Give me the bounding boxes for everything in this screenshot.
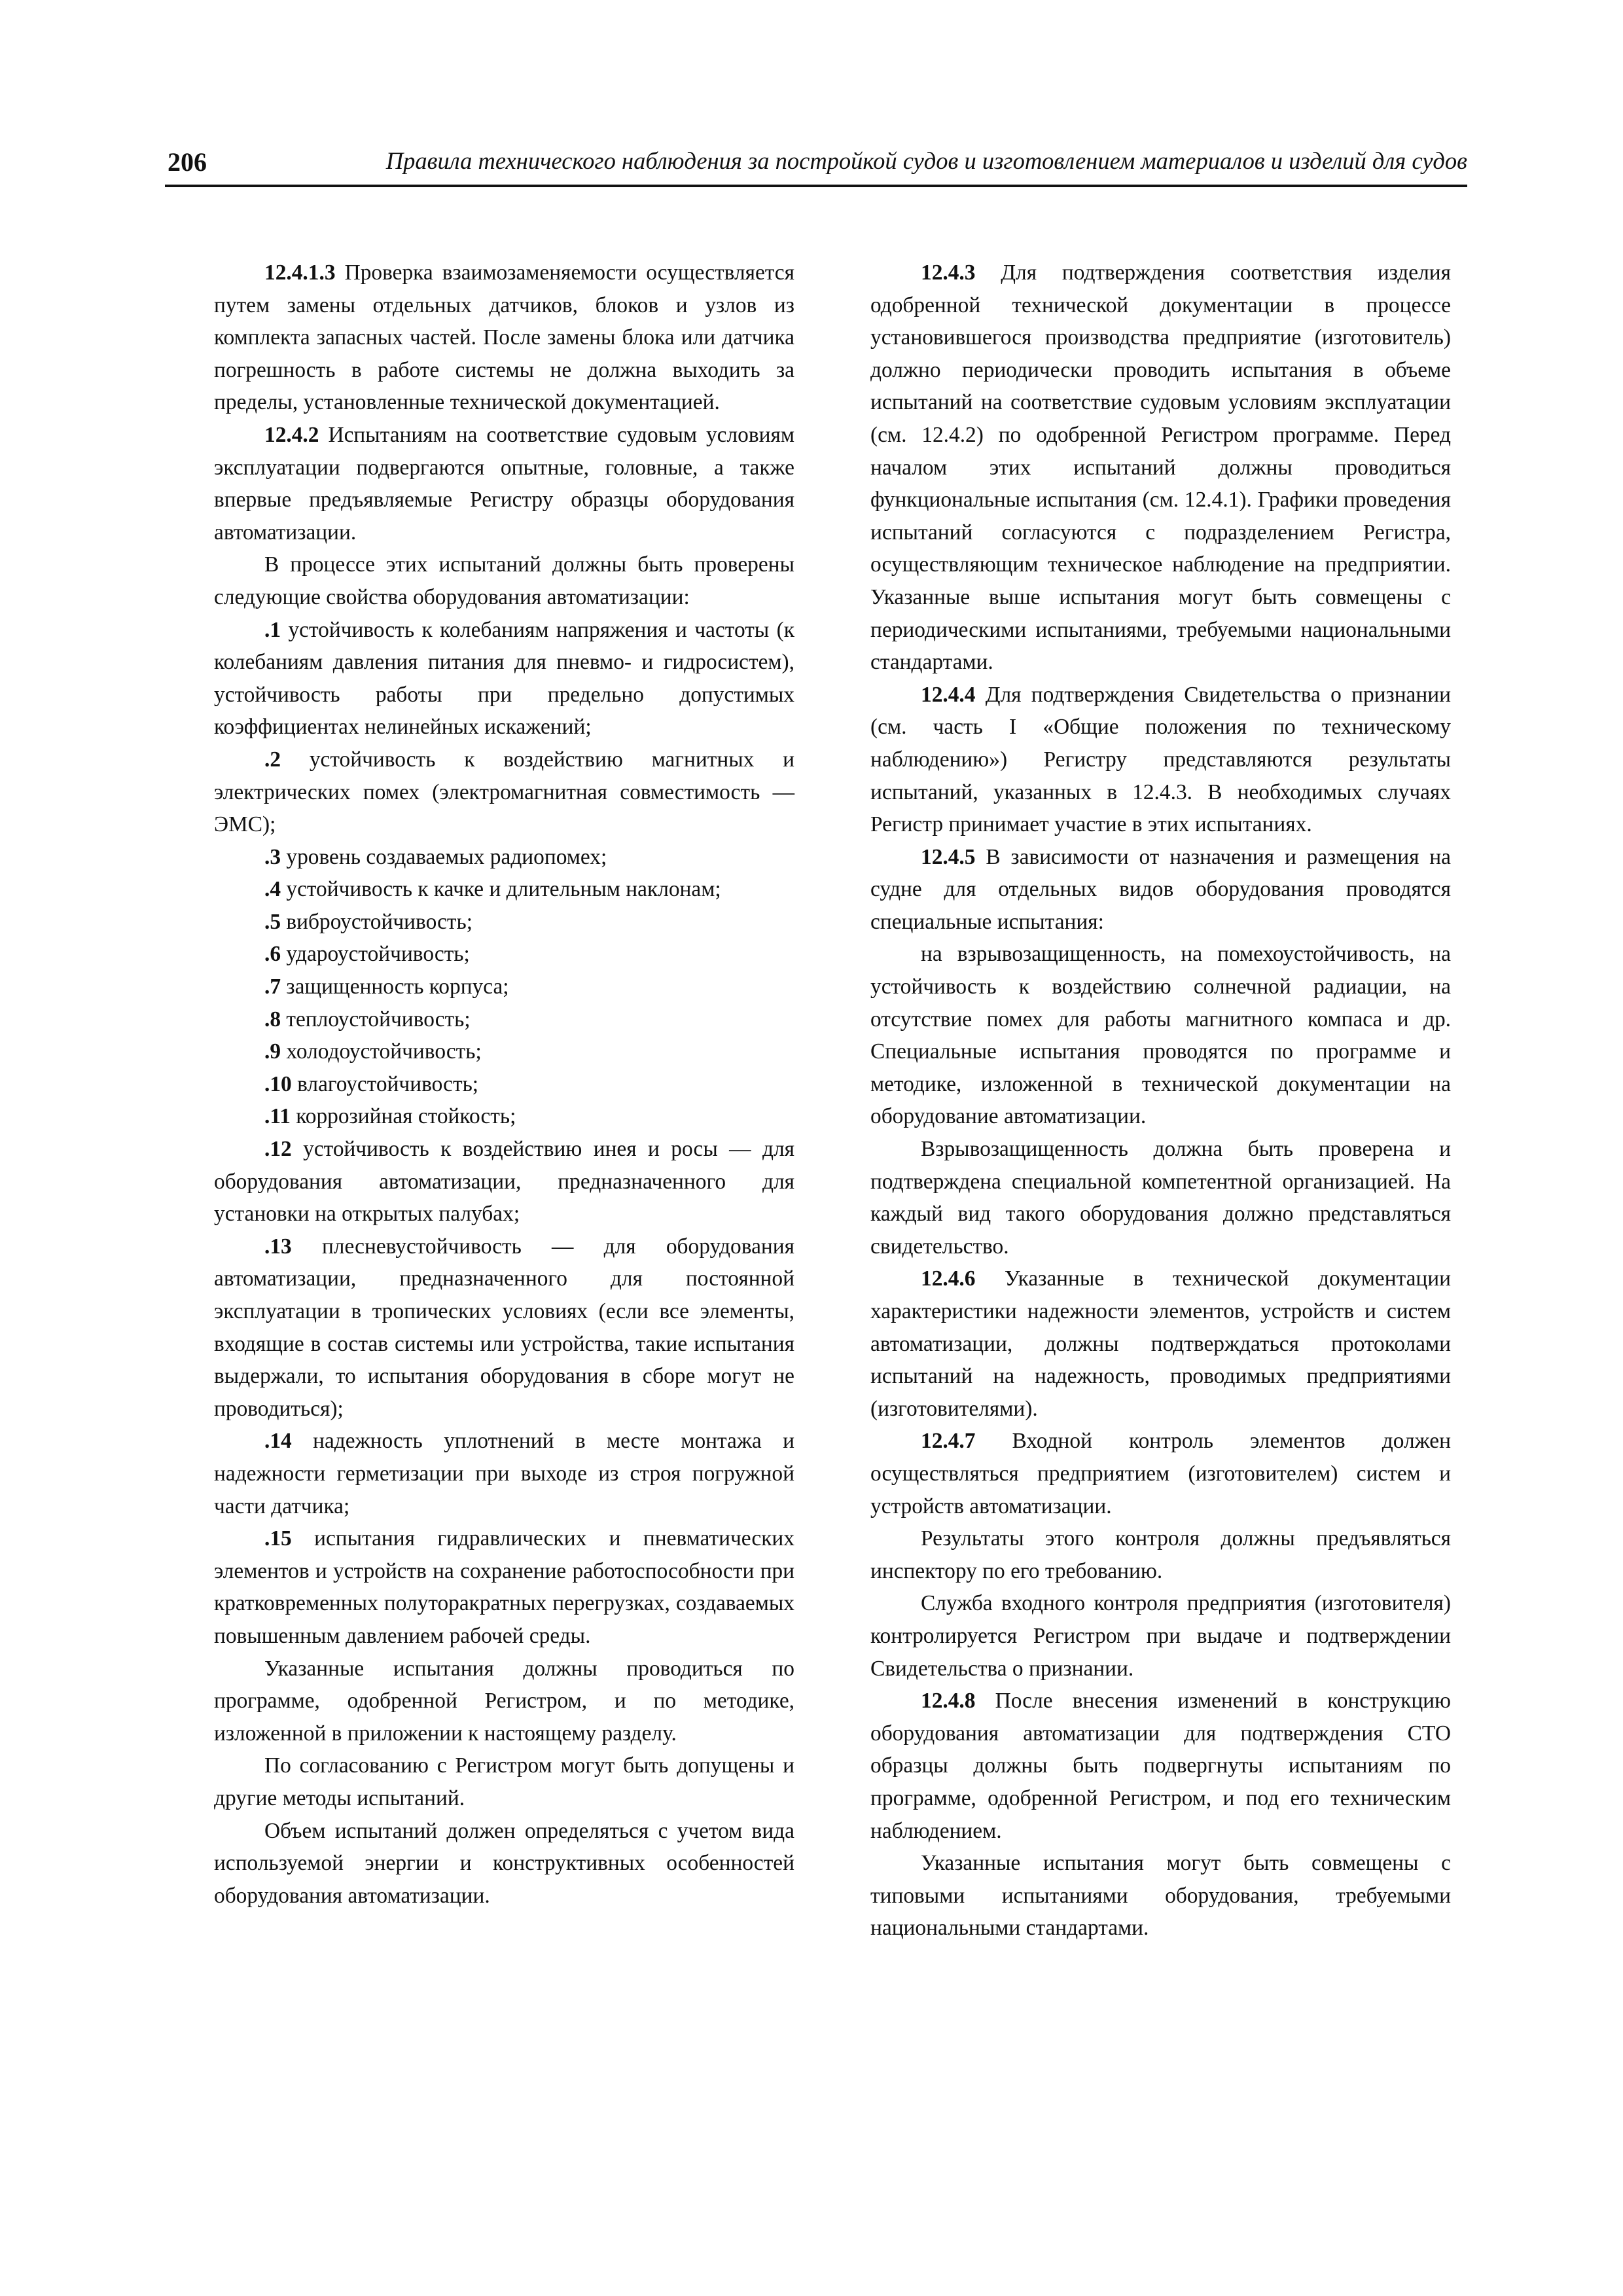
- page-header: [165, 145, 1467, 187]
- paragraph-tests-program: Указанные испытания должны проводиться по программе, одобренной Регистром, и по методике, изложенной в приложении к настоящему разделу.: [214, 1656, 794, 1746]
- paragraph-text: Для подтверждения соответствия изделия одобренной технической документации в процессе установившегося производства предприятие (изготовитель) должно периодически проводить испытания в объеме испытаний на соответствие судовым условиям эксплуатации (см. 12.4.2) по одобренной Регистром программе. Перед началом этих испытаний должны проводиться функциональные испытания (см. 12.4.1). Графики проведения испытаний согласуются с подразделением Регистра, осуществляющим техническое наблюдение на предприятии. Указанные выше испытания могут быть совмещены с периодическими испытаниями, требуемыми национальными стандартами.: [870, 260, 1451, 675]
- list-item-9: [214, 1035, 794, 1068]
- clause-number: 12.4.3: [921, 260, 976, 285]
- item-number: .12: [264, 1137, 292, 1162]
- item-number: .4: [264, 877, 281, 902]
- paragraph-12-4-7: [870, 1425, 1451, 1522]
- item-text: испытания гидравлических и пневматических элементов и устройств на сохранение работоспособности при кратковременных полуторакратных перегрузках, создаваемых повышенным давлением рабочей среды.: [214, 1526, 794, 1648]
- list-item-8: [214, 1003, 794, 1036]
- clause-number: 12.4.8: [921, 1689, 976, 1713]
- item-number: .8: [264, 1007, 281, 1031]
- item-text: холодоустойчивость;: [281, 1039, 482, 1064]
- item-number: .6: [264, 942, 281, 967]
- paragraph-text: В зависимости от назначения и размещения на судне для отдельных видов оборудования проводятся специальные испытания:: [870, 844, 1451, 934]
- item-text: надежность уплотнений в месте монтажа и надежности герметизации при выходе из строя погружной части датчика;: [214, 1429, 794, 1518]
- list-item-15: [214, 1522, 794, 1652]
- clause-number: 12.4.7: [921, 1429, 976, 1454]
- item-number: .11: [264, 1104, 291, 1129]
- paragraph-scope: Объем испытаний должен определяться с учетом вида используемой энергии и конструктивных особенностей оборудования автоматизации.: [214, 1818, 794, 1908]
- item-number: .3: [264, 844, 281, 869]
- list-item-2: [214, 744, 794, 841]
- item-number: .9: [264, 1039, 281, 1064]
- list-item-5: [214, 906, 794, 939]
- clause-number: 12.4.1.3: [264, 260, 336, 285]
- item-number: .2: [264, 747, 281, 772]
- item-text: уровень создаваемых радиопомех;: [281, 844, 607, 869]
- running-title: Правила технического наблюдения за постройкой судов и изготовлением материалов и изделий для судов: [385, 147, 1467, 174]
- paragraph-explosion-proof: Взрывозащищенность должна быть проверена и подтверждена специальной компетентной организацией. На каждый вид такого оборудования должно представляться свидетельство.: [870, 1137, 1451, 1259]
- paragraph-special-tests: на взрывозащищенность, на помехоустойчивость, на устойчивость к воздействию солнечной радиации, на отсутствие помех для работы магнитного компаса и др. Специальные испытания проводятся по программе и методике, изложенной в технической документации на оборудование автоматизации.: [870, 942, 1451, 1129]
- item-number: .13: [264, 1234, 292, 1259]
- list-item-14: [214, 1425, 794, 1522]
- list-item-10: [214, 1068, 794, 1101]
- paragraph-control-results: Результаты этого контроля должны предъявляться инспектору по его требованию.: [870, 1526, 1451, 1583]
- paragraph-text: Указанные в технической документации характеристики надежности элементов, устройств и систем автоматизации, должны подтверждаться протоколами испытаний на надежность, проводимых предприятиями (изготовителями).: [870, 1266, 1451, 1421]
- item-text: удароустойчивость;: [281, 942, 470, 967]
- item-text: влагоустойчивость;: [291, 1071, 479, 1096]
- paragraph-combined-tests: Указанные испытания могут быть совмещены с типовыми испытаниями оборудования, требуемыми национальными стандартами.: [870, 1851, 1451, 1941]
- list-item-7: [214, 971, 794, 1003]
- item-number: .14: [264, 1429, 292, 1454]
- item-text: коррозийная стойкость;: [290, 1104, 516, 1129]
- list-item-12: [214, 1133, 794, 1230]
- paragraph-12-4-6: [870, 1263, 1451, 1425]
- item-text: устойчивость к воздействию инея и росы — для оборудования автоматизации, предназначенного для установки на открытых палубах;: [214, 1137, 794, 1227]
- item-number: .15: [264, 1526, 292, 1551]
- paragraph-12-4-4: [870, 679, 1451, 841]
- list-item-13: [214, 1230, 794, 1426]
- item-number: .1: [264, 617, 281, 642]
- clause-number: 12.4.6: [921, 1266, 976, 1291]
- list-item-4: [214, 873, 794, 906]
- clause-number: 12.4.2: [264, 422, 319, 447]
- paragraph-text: После внесения изменений в конструкцию оборудования автоматизации для подтверждения СТО образцы должны быть подвергнуты испытаниям по программе, одобренной Регистром, и под его техническим наблюдением.: [870, 1689, 1451, 1843]
- page-number: 206: [168, 147, 207, 177]
- item-text: виброустойчивость;: [281, 909, 473, 934]
- item-text: устойчивость к колебаниям напряжения и частоты (к колебаниям давления питания для пневмо- и гидросистем), устойчивость работы при предельно допустимых коэффициентах нелинейных искажений;: [214, 617, 794, 740]
- item-text: защищенность корпуса;: [281, 975, 509, 999]
- paragraph-12-4-8: [870, 1685, 1451, 1847]
- paragraph-control-service: Служба входного контроля предприятия (изготовителя) контролируется Регистром при выдаче и подтверждении Свидетельства о признании.: [870, 1591, 1451, 1681]
- paragraph-12-4-5: [870, 841, 1451, 939]
- list-item-3: [214, 841, 794, 874]
- paragraph-text: Испытаниям на соответствие судовым условиям эксплуатации подвергаются опытные, головные, а также впервые предъявляемые Регистру образцы оборудования автоматизации.: [214, 422, 794, 545]
- list-item-1: [214, 614, 794, 744]
- item-number: .5: [264, 909, 281, 934]
- paragraph-text: Проверка взаимозаменяемости осуществляется путем замены отдельных датчиков, блоков и узлов из комплекта запасных частей. После замены блока или датчика погрешность в работе системы не должна выходить за пределы, установленные технической документацией.: [214, 260, 794, 415]
- paragraph-12-4-1-3: [214, 257, 794, 419]
- paragraph-text: Для подтверждения Свидетельства о признании (см. часть I «Общие положения по техническому наблюдению») Регистру представляются результаты испытаний, указанных в 12.4.3. В необходимых случаях Регистр принимает участие в этих испытаниях.: [870, 682, 1451, 837]
- list-item-6: [214, 938, 794, 971]
- clause-number: 12.4.5: [921, 844, 976, 869]
- item-number: .10: [264, 1071, 292, 1096]
- right-column: [870, 257, 1451, 1945]
- item-text: устойчивость к качке и длительным наклонам;: [281, 877, 721, 902]
- item-text: устойчивость к воздействию магнитных и электрических помех (электромагнитная совместимость — ЭМС);: [214, 747, 794, 837]
- item-text: теплоустойчивость;: [281, 1007, 471, 1031]
- item-number: .7: [264, 975, 281, 999]
- left-column: [214, 257, 794, 1912]
- paragraph-12-4-3: [870, 257, 1451, 679]
- clause-number: 12.4.4: [921, 682, 976, 707]
- list-item-11: [214, 1100, 794, 1133]
- item-text: плесневустойчивость — для оборудования автоматизации, предназначенного для постоянной эксплуатации в тропических условиях (если все элементы, входящие в состав системы или устройства, такие испытания выдержали, то испытания оборудования в сборе могут не проводиться);: [214, 1234, 794, 1421]
- paragraph-12-4-2: [214, 419, 794, 548]
- paragraph-text: Входной контроль элементов должен осуществляться предприятием (изготовителем) систем и устройств автоматизации.: [870, 1429, 1451, 1518]
- list-intro: В процессе этих испытаний должны быть проверены следующие свойства оборудования автоматизации:: [214, 552, 794, 609]
- paragraph-other-methods: По согласованию с Регистром могут быть допущены и другие методы испытаний.: [214, 1753, 794, 1810]
